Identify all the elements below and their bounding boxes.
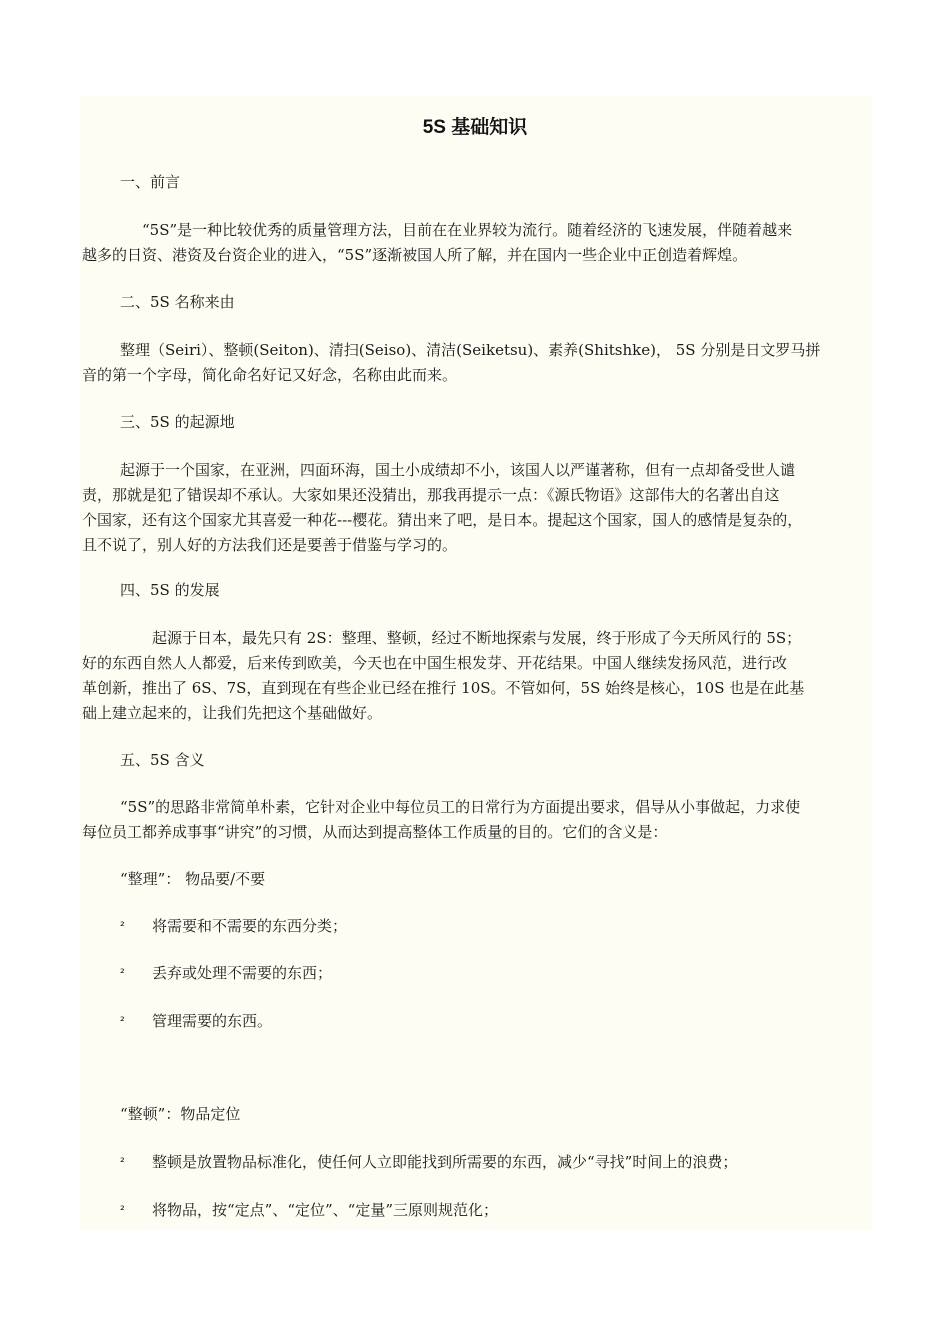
bullet-marker: ² <box>120 1155 125 1169</box>
section-heading-development: 四、5S 的发展 <box>120 581 220 599</box>
paragraph-line: 好的东西自然人人都爱，后来传到欧美，今天也在中国生根发芽、开花结果。中国人继续发扬风范，进行改 <box>82 654 788 672</box>
list-item: 将需要和不需要的东西分类； <box>152 917 348 935</box>
paragraph-line: 越多的日资、港资及台资企业的进入，“5S”逐渐被国人所了解，并在国内一些企业中正创造着辉煌。 <box>82 246 748 264</box>
paragraph-line: 每位员工都养成事事“讲究”的习惯，从而达到提高整体工作质量的目的。它们的含义是： <box>82 823 668 841</box>
section-heading-meaning: 五、5S 含义 <box>120 751 205 769</box>
document-title: 5S 基础知识 <box>422 117 528 138</box>
list-item: 整顿是放置物品标准化，使任何人立即能找到所需要的东西，减少“寻找”时间上的浪费； <box>152 1153 738 1171</box>
paragraph-line: 整理（Seiri）、整顿(Seiton)、清扫(Seiso)、清洁(Seiketsu)、素养(Shitshke)， 5S 分别是日文罗马拼 <box>120 341 821 359</box>
paragraph-line: 起源于一个国家，在亚洲，四面环海，国土小成绩却不小，该国人以严谨著称，但有一点却备受世人谴 <box>120 461 796 479</box>
bullet-marker: ² <box>120 919 125 933</box>
paragraph-line: 且不说了，别人好的方法我们还是要善于借鉴与学习的。 <box>82 536 458 554</box>
seiton-heading: “整顿”：物品定位 <box>120 1105 241 1123</box>
paragraph-line: 起源于日本，最先只有 2S：整理、整顿，经过不断地探索与发展，终于形成了今天所风行的 5S； <box>152 629 802 647</box>
paragraph-line: 个国家，还有这个国家尤其喜爱一种花---樱花。猜出来了吧，是日本。提起这个国家，国人的感情是复杂的， <box>82 511 803 529</box>
paragraph-line: “5S”的思路非常简单朴素，它针对企业中每位员工的日常行为方面提出要求，倡导从小事做起，力求使 <box>120 798 801 816</box>
paragraph-line: 音的第一个字母，简化命名好记又好念，名称由此而来。 <box>82 366 458 384</box>
list-item: 将物品，按“定点”、“定位”、“定量”三原则规范化； <box>152 1201 499 1219</box>
bullet-marker: ² <box>120 966 125 980</box>
seiri-heading: “整理”： 物品要/不要 <box>120 870 266 888</box>
bullet-marker: ² <box>120 1014 125 1028</box>
section-heading-preface: 一、前言 <box>120 173 181 191</box>
bullet-marker: ² <box>120 1203 125 1217</box>
paragraph-line: 责，那就是犯了错误却不承认。大家如果还没猜出，那我再提示一点：《源氏物语》这部伟大的名著出自这 <box>82 486 780 504</box>
paragraph-line: 础上建立起来的，让我们先把这个基础做好。 <box>82 704 383 722</box>
section-heading-name-origin: 二、5S 名称来由 <box>120 293 235 311</box>
paragraph-line: 革创新，推出了 6S、7S，直到现在有些企业已经在推行 10S。不管如何，5S 始终是核心，10S 也是在此基 <box>82 679 805 697</box>
list-item: 丢弃或处理不需要的东西； <box>152 964 333 982</box>
section-heading-origin-place: 三、5S 的起源地 <box>120 413 235 431</box>
list-item: 管理需要的东西。 <box>152 1012 273 1030</box>
paragraph-line: “5S”是一种比较优秀的质量管理方法，目前在在业界较为流行。随着经济的飞速发展，伴随着越来 <box>142 221 793 239</box>
